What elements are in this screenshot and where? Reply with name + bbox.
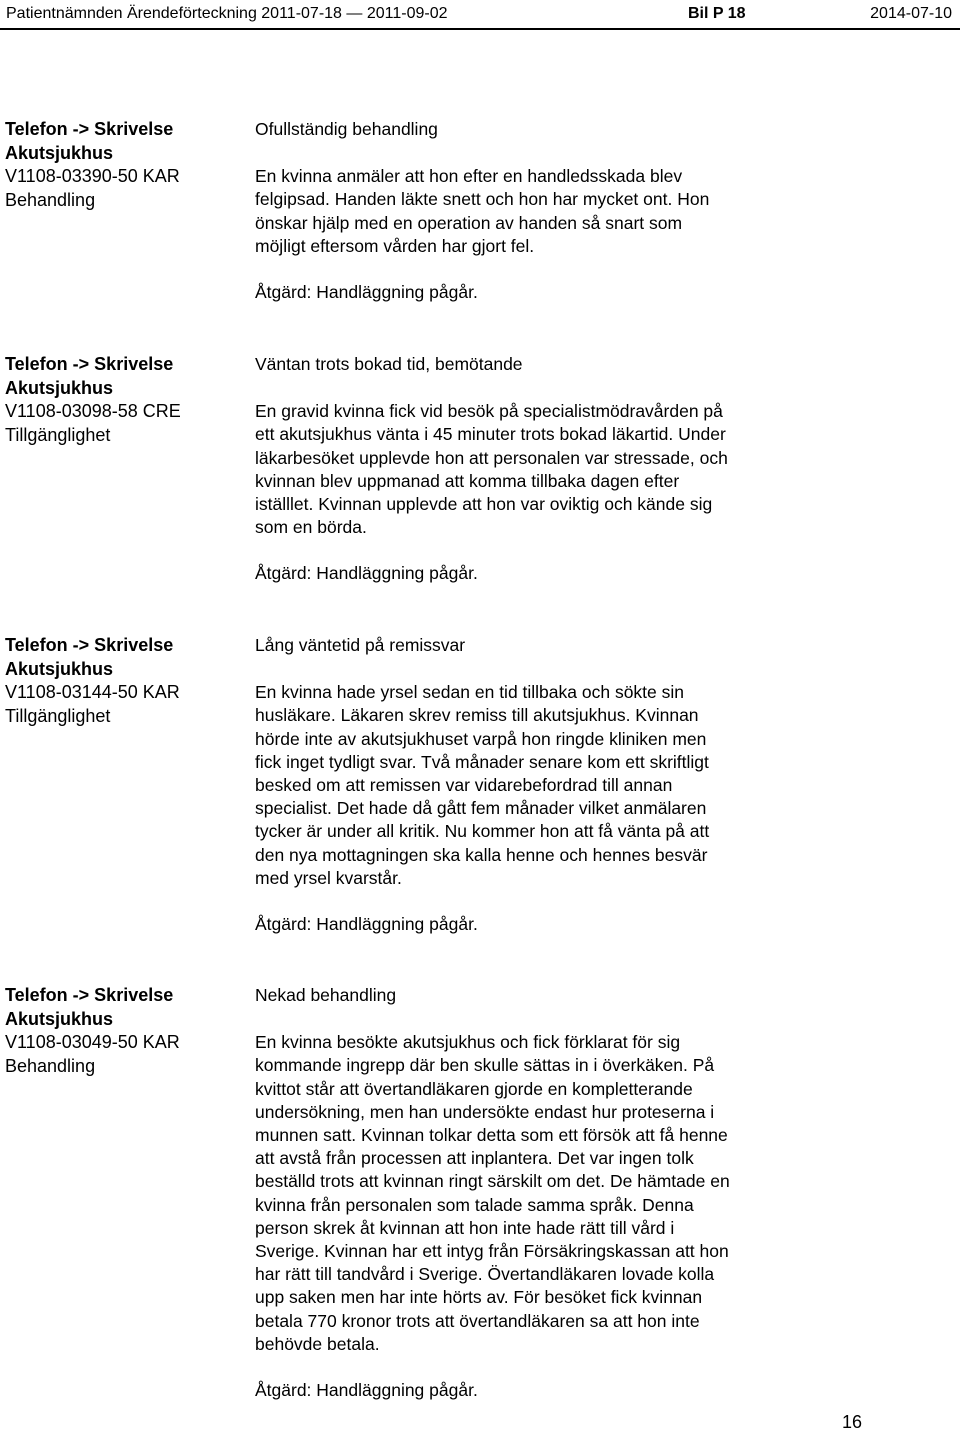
case-id: V1108-03390-50 KAR [5,166,180,186]
case-action: Åtgärd: Handläggning pågår. [255,914,478,935]
case-id: V1108-03144-50 KAR [5,682,180,702]
header-document-title: Patientnämnden Ärendeförteckning 2011-07-18 — 2011-09-02 [6,5,448,22]
case-description: En kvinna besökte akutsjukhus och fick förklarat för sig kommande ingrepp där ben skulle sättas in i överkäken. På kvittot står att övertandläkaren gjorde en kompletterande undersökning, men han undersökte endast hur proteserna i munnen satt. Kvinnan tolkar detta som ett försök att få henne att avstå från processen att inplantera. Det var ingen tolk beställd trots att kvinnan ringt särskilt om det. De hämtade en kvinna från personalen som talade samma språk. Denna person skrek åt kvinnan att hon inte hade rätt till vård i Sverige. Kvinnan har ett intyg från Försäkringskassan att hon har rätt till tandvård i Sverige. Övertandläkaren lovade kolla upp saken men har inte hörts av. För besöket fick kvinnan betala 770 kronor trots att övertandläkaren sa att hon inte behövde betala. [255,1032,730,1354]
case-id: V1108-03049-50 KAR [5,1032,180,1052]
case-category: Behandling [5,189,96,210]
case-category: Behandling [5,1055,96,1076]
case-title: Lång väntetid på remissvar [255,635,466,655]
case-content [255,984,855,1402]
case-meta [5,118,245,212]
case-content [255,634,855,936]
case-content [255,353,855,586]
case-title: Nekad behandling [255,985,397,1005]
case-description: En kvinna hade yrsel sedan en tid tillbaka och sökte sin husläkare. Läkaren skrev remiss till akutsjukhus. Kvinnan hörde inte av akutsjukhuset varpå hon ringde kliniken men fick inget tydligt svar. Två månader senare kom ett skriftligt besked om att remissen var vidarebefordrad till annan specialist. Det hade då gått fem månader vilket anmälaren tycker är under all kritik. Nu kommer hon att få vänta på att den nya mottagningen ska kalla henne och hennes besvär med yrsel kvarstår. [255,682,710,888]
case-action: Åtgärd: Handläggning pågår. [255,563,478,584]
case-description: En kvinna anmäler att hon efter en handledsskada blev felgipsad. Handen läkte snett och hon har mycket ont. Hon önskar hjälp med en operation av handen så snart som möjligt eftersom vården har gjort fel. [255,166,710,256]
header-rule [0,28,960,30]
case-content [255,118,855,304]
case-action: Åtgärd: Handläggning pågår. [255,1380,478,1401]
case-unit: Akutsjukhus [5,1008,114,1029]
case-unit: Akutsjukhus [5,658,114,679]
case-channel: Telefon -> Skrivelse [5,354,174,374]
header-appendix-label: Bil P 18 [688,5,746,22]
case-channel: Telefon -> Skrivelse [5,635,174,655]
case-id: V1108-03098-58 CRE [5,401,181,421]
header-date: 2014-07-10 [870,5,952,22]
case-title: Väntan trots bokad tid, bemötande [255,354,523,374]
case-category: Tillgänglighet [5,424,111,445]
case-meta [5,984,245,1078]
page-header [6,2,952,28]
case-channel: Telefon -> Skrivelse [5,119,174,139]
case-meta [5,634,245,728]
case-action: Åtgärd: Handläggning pågår. [255,282,478,303]
case-unit: Akutsjukhus [5,377,114,398]
case-description: En gravid kvinna fick vid besök på specialistmödravården på ett akutsjukhus vänta i 45 minuter trots bokad läkartid. Under läkarbesöket upplevde hon att personalen var stressade, och kvinnan blev uppmanad att komma tillbaka dagen efter iställlet. Kvinnan upplevde att hon var oviktig och kände sig som en börda. [255,401,728,538]
case-title: Ofullständig behandling [255,119,438,139]
case-channel: Telefon -> Skrivelse [5,985,174,1005]
case-unit: Akutsjukhus [5,142,114,163]
case-meta [5,353,245,447]
page-number: 16 [841,1412,862,1432]
case-category: Tillgänglighet [5,705,111,726]
